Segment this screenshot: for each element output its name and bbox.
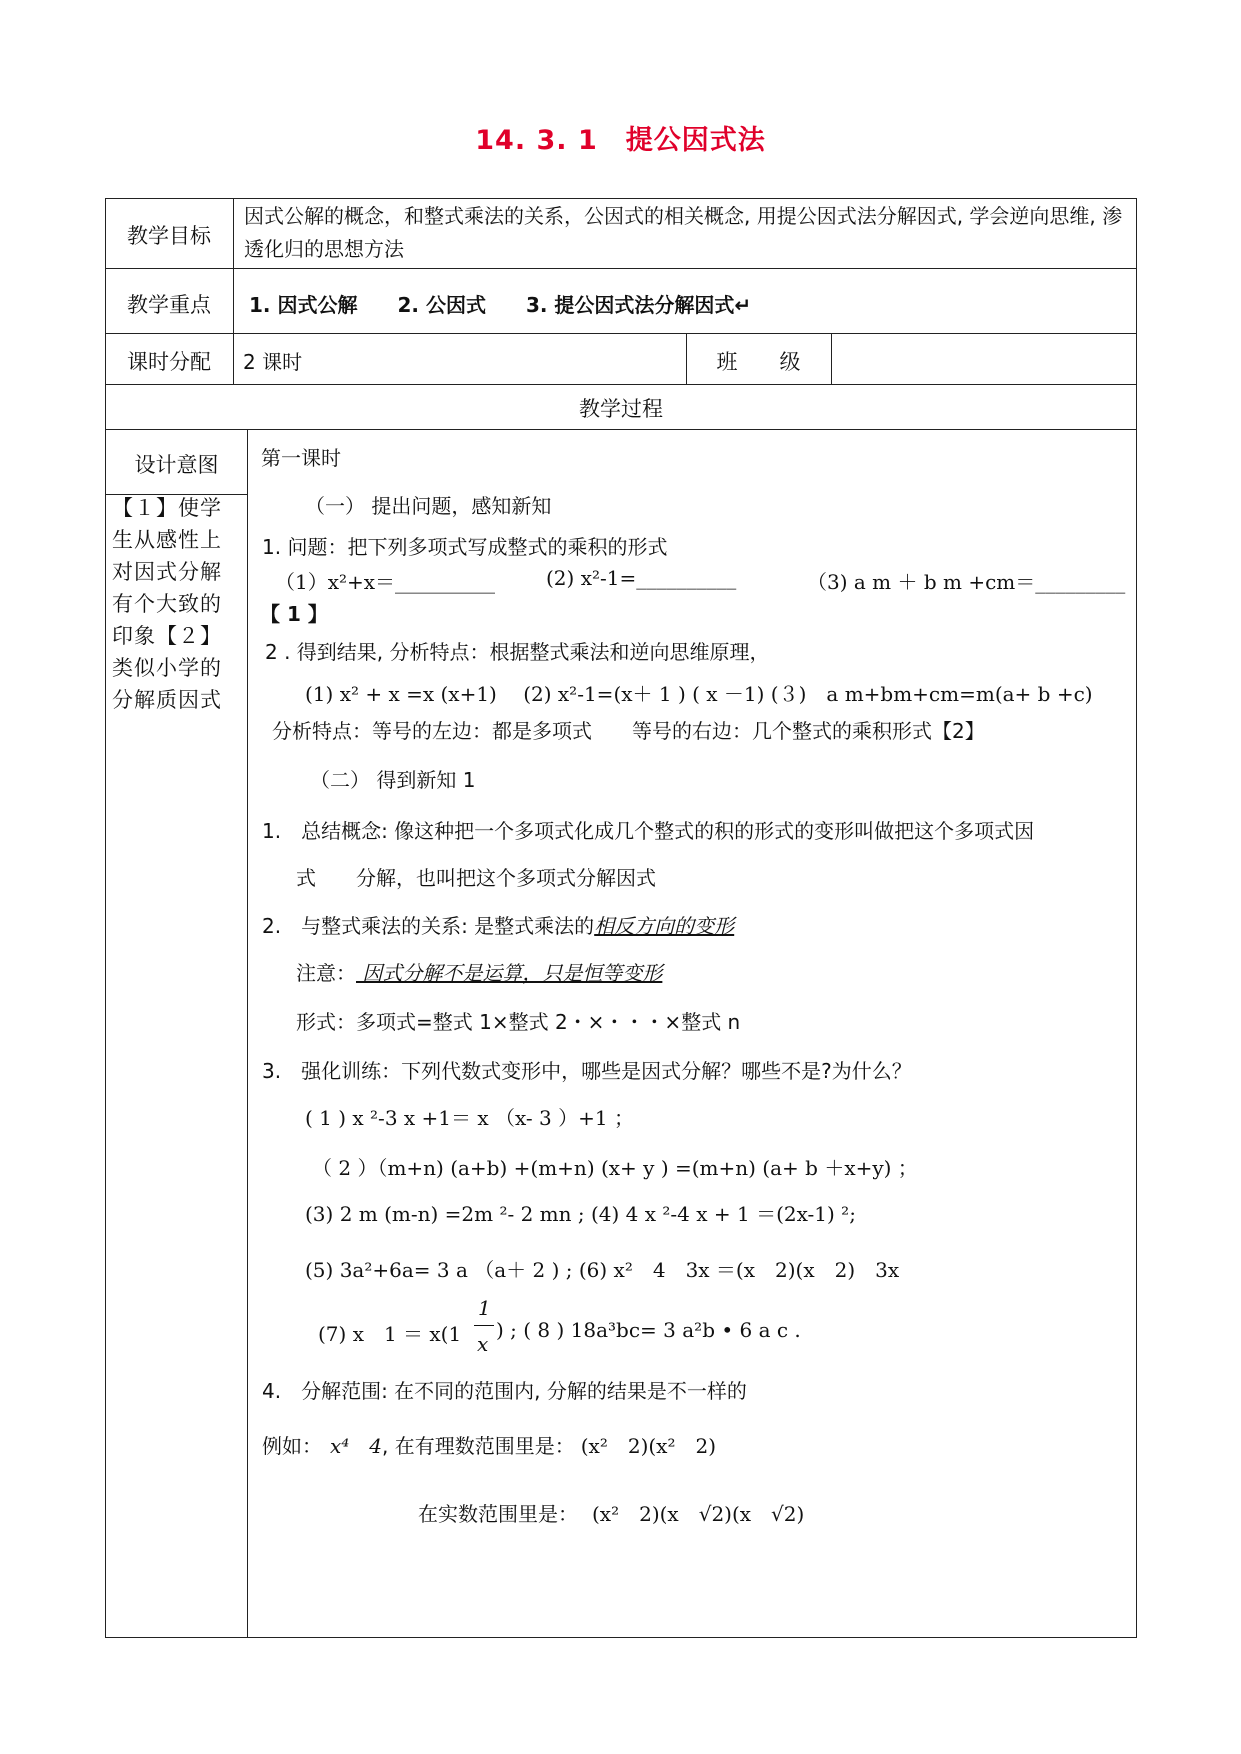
body-line (296, 957, 662, 986)
row-label-focus: 教学重点 (127, 293, 211, 317)
body-line: 1. 问题：把下列多项式写成整式的乘积的形式 (262, 535, 668, 559)
real-result: (x² 2)(x √2)(x √2) (592, 1502, 805, 1526)
section-heading: （一） 提出问题，感知新知 (305, 494, 552, 518)
focus-content: 1. 因式公解 2. 公因式 3. 提公因式法分解因式↵ (249, 293, 752, 317)
body-line (262, 910, 734, 939)
schedule-content: 2 课时 (243, 350, 303, 374)
column-divider (831, 333, 832, 384)
body-line: 形式：多项式=整式 1×整式 2・×・・・×整式 n (296, 1010, 741, 1034)
fraction-bar (474, 1325, 494, 1326)
process-header: 教学过程 (579, 397, 663, 421)
rational-result: (x² 2)(x² 2) (580, 1434, 717, 1458)
body-line: 1. 总结概念: 像这种把一个多项式化成几个整式的积的形式的变形叫做把这个多项式因 (262, 819, 1035, 843)
body-line: 式 分解，也叫把这个多项式分解因式 (296, 866, 656, 890)
example-label: 例如： (262, 1434, 322, 1458)
note-label: 注意： (296, 961, 356, 985)
body-line: 2 . 得到结果, 分析特点：根据整式乘法和逆向思维原理， (265, 640, 770, 664)
column-divider (233, 198, 234, 384)
real-range-label: 在实数范围里是： (418, 1502, 578, 1526)
formula-line: (5) 3a²+6a= 3 a （a＋ 2 ) ; (6) x² 4 3x ＝(x 2)(x 2) 3x (305, 1258, 900, 1282)
row-divider (105, 429, 1137, 430)
body-line: 3. 强化训练：下列代数式变形中，哪些是因式分解？哪些不是?为什么？ (262, 1059, 912, 1083)
example-line (262, 1430, 716, 1459)
row-label-goal: 教学目标 (127, 224, 211, 248)
row-divider (105, 333, 1137, 334)
example-line (418, 1498, 804, 1527)
row-divider (105, 268, 1137, 269)
fraction-denominator: x (477, 1332, 489, 1356)
exercise: (2) x²-1=__________ (546, 566, 737, 590)
fraction-numerator: 1 (478, 1296, 491, 1320)
page-title: 14. 3. 1 提公因式法 (475, 125, 766, 156)
example-text: , 在有理数范围里是： (382, 1434, 575, 1458)
note-emphasis: 因式分解不是运算，只是恒等变形 (356, 961, 663, 985)
exercise: （1）x²+x＝__________ (275, 570, 496, 594)
lesson-period: 第一课时 (261, 446, 341, 470)
relation-emphasis: 相反方向的变形 (594, 914, 735, 938)
section-heading: （二） 得到新知 1 (310, 768, 476, 792)
formula-line: (7) x 1 ＝ x(1 (318, 1322, 462, 1346)
formula-line: (3) 2 m (m-n) =2m ²- 2 mn ; (4) 4 x ²-4 x + 1 ＝(2x-1) ²; (305, 1202, 856, 1226)
body-line: 4. 分解范围: 在不同的范围内, 分解的结果是不一样的 (262, 1379, 747, 1403)
row-divider (105, 384, 1137, 385)
column-divider (247, 429, 248, 1638)
goal-content: 因式公解的概念，和整式乘法的关系，公因式的相关概念, 用提公因式法分解因式, 学会逆向思维, 渗透化归的思想方法 (244, 204, 1123, 261)
design-label: 设计意图 (134, 453, 219, 477)
body-line: 分析特点：等号的左边：都是多项式 等号的右边：几个整式的乘积形式【2】 (272, 719, 985, 743)
design-note: 【１】使学生从感性上对因式分解有个大致的印象【２】类似小学的分解质因式 (112, 496, 222, 712)
formula-line: (1) x² + x =x (x+1) (2) x²-1=(x＋ 1 ) ( x －1) (３) a m+bm+cm=m(a+ b +c) (305, 682, 1093, 706)
example-polynomial: x⁴ 4 (330, 1434, 383, 1458)
row-label-schedule: 课时分配 (127, 350, 211, 374)
class-label: 班 级 (716, 350, 801, 374)
exercise: （3) a m ＋ b m +cm＝_________ (807, 570, 1126, 594)
relation-text: 2. 与整式乘法的关系: 是整式乘法的 (262, 914, 595, 938)
formula-line: ) ; ( 8 ) 18a³bc= 3 a²b • 6 a c . (496, 1318, 801, 1342)
formula-line: （ 2 ）（m+n) (a+b) +(m+n) (x+ y ) =(m+n) (a+ b ＋x+y) ； (312, 1156, 918, 1180)
reference-marker: 【 1 】 (260, 602, 328, 626)
formula-line: ( 1 ) x ²-3 x +1＝ x （x- 3 ）+1 ； (305, 1106, 634, 1130)
